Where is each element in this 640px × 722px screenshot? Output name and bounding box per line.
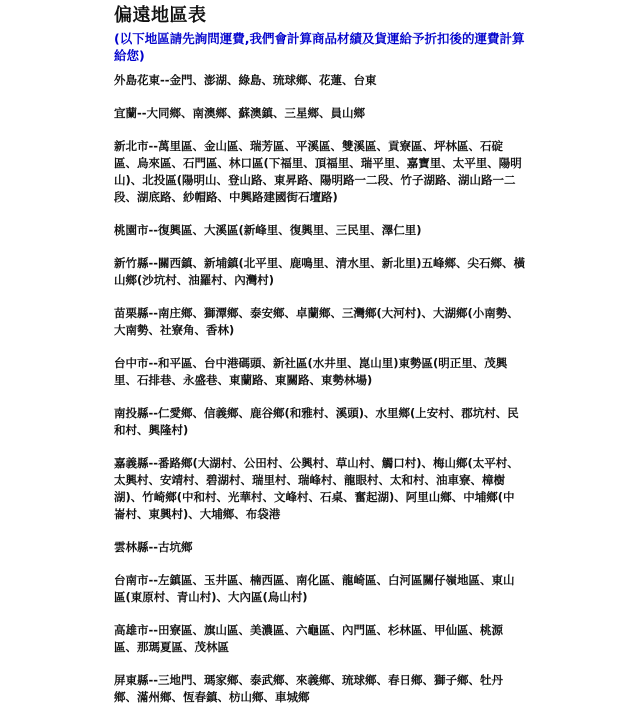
region-entry: 外島花東--金門、澎湖、綠島、琉球鄉、花蓮、台東 — [114, 73, 377, 87]
region-entry: 雲林縣--古坑鄉 — [114, 540, 193, 554]
shipping-note: (以下地區請先詢問運費,我們會計算商品材績及貨運給予折扣後的運費計算給您) — [114, 31, 525, 63]
document-page — [114, 4, 526, 722]
region-entry: 南投縣--仁愛鄉、信義鄉、鹿谷鄉(和雅村、溪頭)、水里鄉(上安村、郡坑村、民和村、興隆村) — [114, 406, 519, 437]
region-entry: 新竹縣--關西鎮、新埔鎮(北平里、鹿鳴里、清水里、新北里)五峰鄉、尖石鄉、橫山鄉(沙坑村、油羅村、內灣村) — [114, 256, 526, 287]
region-entry: 桃園市--復興區、大溪區(新峰里、復興里、三民里、澤仁里) — [114, 223, 422, 237]
region-entry: 台南市--左鎮區、玉井區、楠西區、南化區、龍崎區、白河區關仔嶺地區、東山區(東原村、青山村)、大內區(烏山村) — [114, 573, 515, 604]
region-entry: 苗栗縣--南庄鄉、獅潭鄉、泰安鄉、卓蘭鄉、三灣鄉(大河村)、大湖鄉(小南勢、大南勢、社寮角、香林) — [114, 306, 519, 337]
region-entry: 台中市--和平區、台中港碼頭、新社區(水井里、崑山里)東勢區(明正里、茂興里、石排巷、永盛巷、東蘭路、東關路、東勢林場) — [114, 356, 508, 387]
region-entry: 屏東縣--三地門、瑪家鄉、泰武鄉、來義鄉、琉球鄉、春日鄉、獅子鄉、牡丹鄉、滿州鄉、恆春鎮、枋山鄉、車城鄉 — [114, 673, 504, 704]
region-entry: 高雄市--田寮區、旗山區、美濃區、六龜區、內門區、杉林區、甲仙區、桃源區、那瑪夏區、茂林區 — [114, 623, 504, 654]
region-entry: 新北市--萬里區、金山區、瑞芳區、平溪區、雙溪區、貢寮區、坪林區、石碇區、烏來區、石門區、林口區(下福里、頂福里、瑞平里、嘉寶里、太平里、陽明山)、北投區(陽明山、登山路、東昇路、陽明路一二段、竹子湖路、湖山路一二段、湖底路、紗帽路、中興路建國街石壇路) — [114, 139, 522, 204]
page-title: 偏遠地區表 — [114, 5, 207, 26]
region-entry: 宜蘭--大同鄉、南澳鄉、蘇澳鎮、三星鄉、員山鄉 — [114, 106, 366, 120]
region-entry: 嘉義縣--番路鄉(大湖村、公田村、公興村、草山村、觸口村)、梅山鄉(太平村、太興村、安靖村、碧湖村、瑞里村、瑞峰村、龍眼村、太和村、油車寮、樟樹湖)、竹崎鄉(中和村、光華村、文峰村、石桌、奮起湖)、阿里山鄉、中埔鄉(中崙村、東興村)、大埔鄉、布袋港 — [114, 456, 519, 521]
